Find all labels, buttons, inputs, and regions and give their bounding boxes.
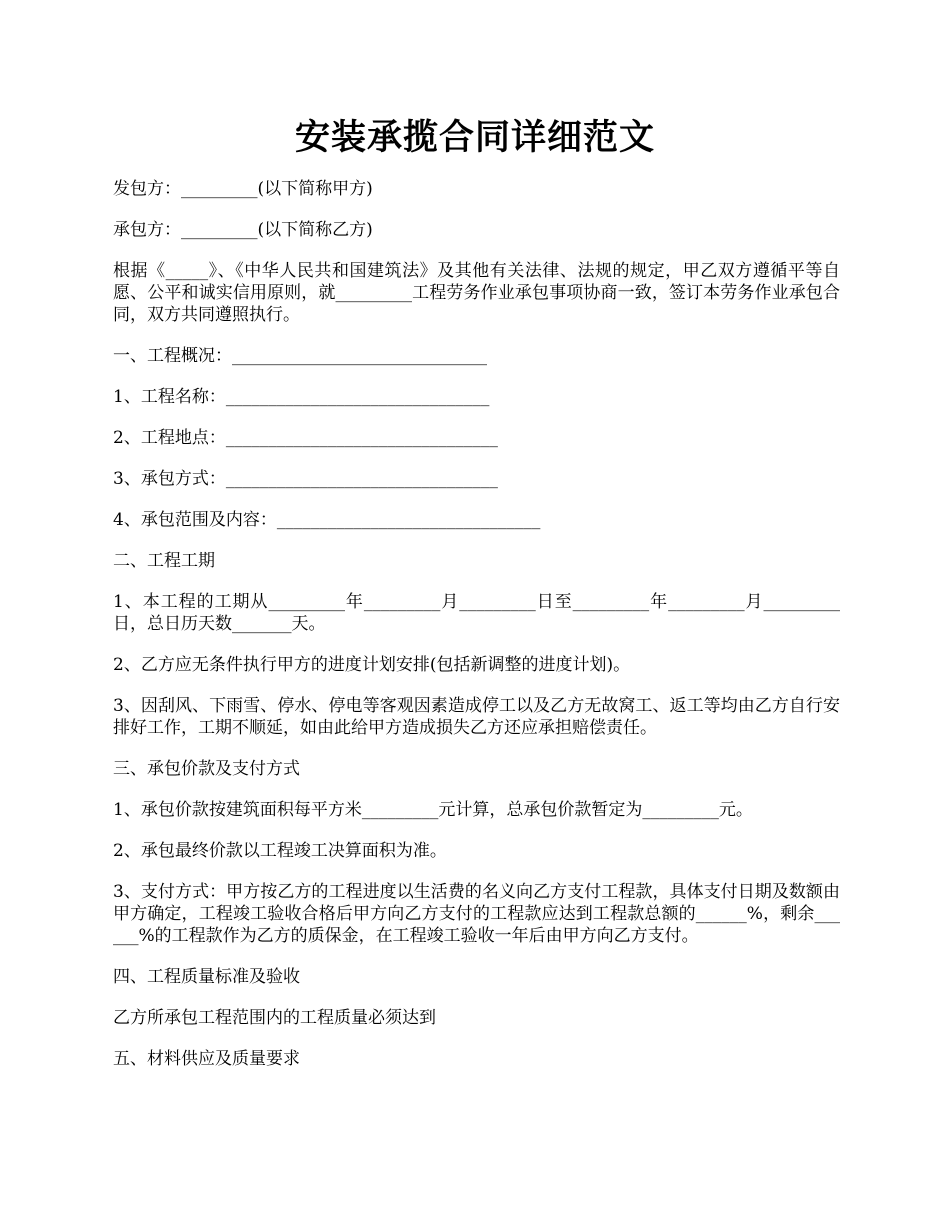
price-clause-2: 2、承包最终价款以工程竣工决算面积为准。 xyxy=(113,841,447,861)
project-name-line: 1、工程名称：_______________________________ xyxy=(113,387,490,407)
section-4-heading: 四、工程质量标准及验收 xyxy=(113,967,300,987)
quality-clause: 乙方所承包工程范围内的工程质量必须达到 xyxy=(113,1008,436,1028)
section-1-heading: 一、工程概况：______________________________ xyxy=(113,346,487,366)
section-2-heading: 二、工程工期 xyxy=(113,551,215,571)
price-clause-1: 1、承包价款按建筑面积每平方米_________元计算，总承包价款暂定为_________元。 xyxy=(113,800,753,820)
contract-scope-line: 4、承包范围及内容：_______________________________ xyxy=(113,510,541,530)
contract-method-line: 3、承包方式：________________________________ xyxy=(113,469,498,489)
section-5-heading: 五、材料供应及质量要求 xyxy=(113,1049,300,1069)
party-b-line: 承包方：_________(以下简称乙方) xyxy=(113,220,373,240)
price-clause-3: 3、支付方式：甲方按乙方的工程进度以生活费的名义向乙方支付工程款，具体支付日期及数额由甲方确定，工程竣工验收合格后甲方向乙方支付的工程款应达到工程款总额的______%，剩余______%的工程款作为乙方的质保金，在工程竣工验收一年后由甲方向乙方支付。 xyxy=(113,882,840,946)
schedule-clause-2: 2、乙方应无条件执行甲方的进度计划安排(包括新调整的进度计划)。 xyxy=(113,655,631,675)
document-title: 安装承揽合同详细范文 xyxy=(294,117,655,158)
schedule-clause-1: 1、本工程的工期从_________年_________月_________日至_________年_________月_________日，总日历天数_______天。 xyxy=(113,592,840,634)
section-3-heading: 三、承包价款及支付方式 xyxy=(113,759,300,779)
document-body xyxy=(113,178,840,1089)
schedule-clause-3: 3、因刮风、下雨雪、停水、停电等客观因素造成停工以及乙方无故窝工、返工等均由乙方自行安排好工作，工期不顺延，如由此给甲方造成损失乙方还应承担赔偿责任。 xyxy=(113,696,840,738)
party-a-line: 发包方：_________(以下简称甲方) xyxy=(113,179,373,199)
preamble-paragraph: 根据《_____》、《中华人民共和国建筑法》及其他有关法律、法规的规定，甲乙双方遵循平等自愿、公平和诚实信用原则，就_________工程劳务作业承包事项协商一致，签订本劳务作业承包合同，双方共同遵照执行。 xyxy=(113,261,840,325)
project-location-line: 2、工程地点：________________________________ xyxy=(113,428,498,448)
